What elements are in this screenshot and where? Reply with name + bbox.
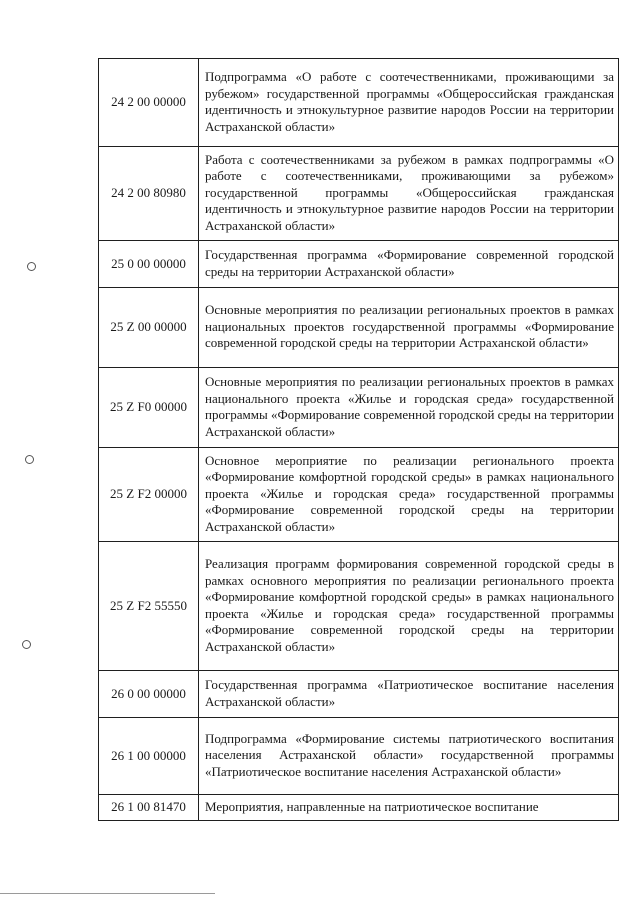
table-row (99, 542, 619, 671)
description-cell: Основные мероприятия по реализации региональных проектов в рамках национального проекта «Жилье и городская среда» государственной программы «Формирование современной городской среды на территории Астраханской области» (199, 368, 619, 448)
code-cell: 26 1 00 81470 (99, 795, 199, 821)
table-row (99, 59, 619, 147)
code-cell: 25 Z F2 55550 (99, 542, 199, 671)
code-cell: 25 Z F2 00000 (99, 448, 199, 542)
code-cell: 25 Z F0 00000 (99, 368, 199, 448)
budget-classification-table (98, 58, 619, 821)
table-row (99, 448, 619, 542)
code-cell: 24 2 00 00000 (99, 59, 199, 147)
table-row (99, 241, 619, 288)
binder-hole-icon (22, 640, 31, 649)
page-bottom-rule (0, 893, 215, 894)
code-cell: 26 0 00 00000 (99, 671, 199, 718)
description-cell: Подпрограмма «Формирование системы патриотического воспитания населения Астраханской области» государственной программы «Патриотическое воспитание населения Астраханской области» (199, 718, 619, 795)
table-row (99, 718, 619, 795)
description-cell: Работа с соотечественниками за рубежом в рамках подпрограммы «О работе с соотечественниками, проживающими за рубежом» государственной программы «Общероссийская гражданская идентичность и этнокультурное развитие народов России на территории Астраханской области» (199, 147, 619, 241)
description-cell: Государственная программа «Формирование современной городской среды на территории Астраханской области» (199, 241, 619, 288)
description-cell: Реализация программ формирования современной городской среды в рамках основного мероприятия по реализации регионального проекта «Формирование комфортной городской среды» в рамках национального проекта «Жилье и городская среда» государственной программы «Формирование современной городской среды на территории Астраханской области» (199, 542, 619, 671)
description-cell: Государственная программа «Патриотическое воспитание населения Астраханской области» (199, 671, 619, 718)
description-cell: Подпрограмма «О работе с соотечественниками, проживающими за рубежом» государственной программы «Общероссийская гражданская идентичность и этнокультурное развитие народов России на территории Астраханской области» (199, 59, 619, 147)
table-row (99, 671, 619, 718)
table-row (99, 368, 619, 448)
table-row (99, 795, 619, 821)
description-cell: Основное мероприятие по реализации регионального проекта «Формирование комфортной городской среды» в рамках национального проекта «Жилье и городская среда» государственной программы «Формирование современной городской среды на территории Астраханской области» (199, 448, 619, 542)
table-row (99, 147, 619, 241)
code-cell: 24 2 00 80980 (99, 147, 199, 241)
table-row (99, 288, 619, 368)
code-cell: 25 0 00 00000 (99, 241, 199, 288)
description-cell: Основные мероприятия по реализации региональных проектов в рамках национальных проектов государственной программы «Формирование современной городской среды на территории Астраханской области» (199, 288, 619, 368)
binder-hole-icon (27, 262, 36, 271)
binder-hole-icon (25, 455, 34, 464)
code-cell: 25 Z 00 00000 (99, 288, 199, 368)
code-cell: 26 1 00 00000 (99, 718, 199, 795)
description-cell: Мероприятия, направленные на патриотическое воспитание (199, 795, 619, 821)
